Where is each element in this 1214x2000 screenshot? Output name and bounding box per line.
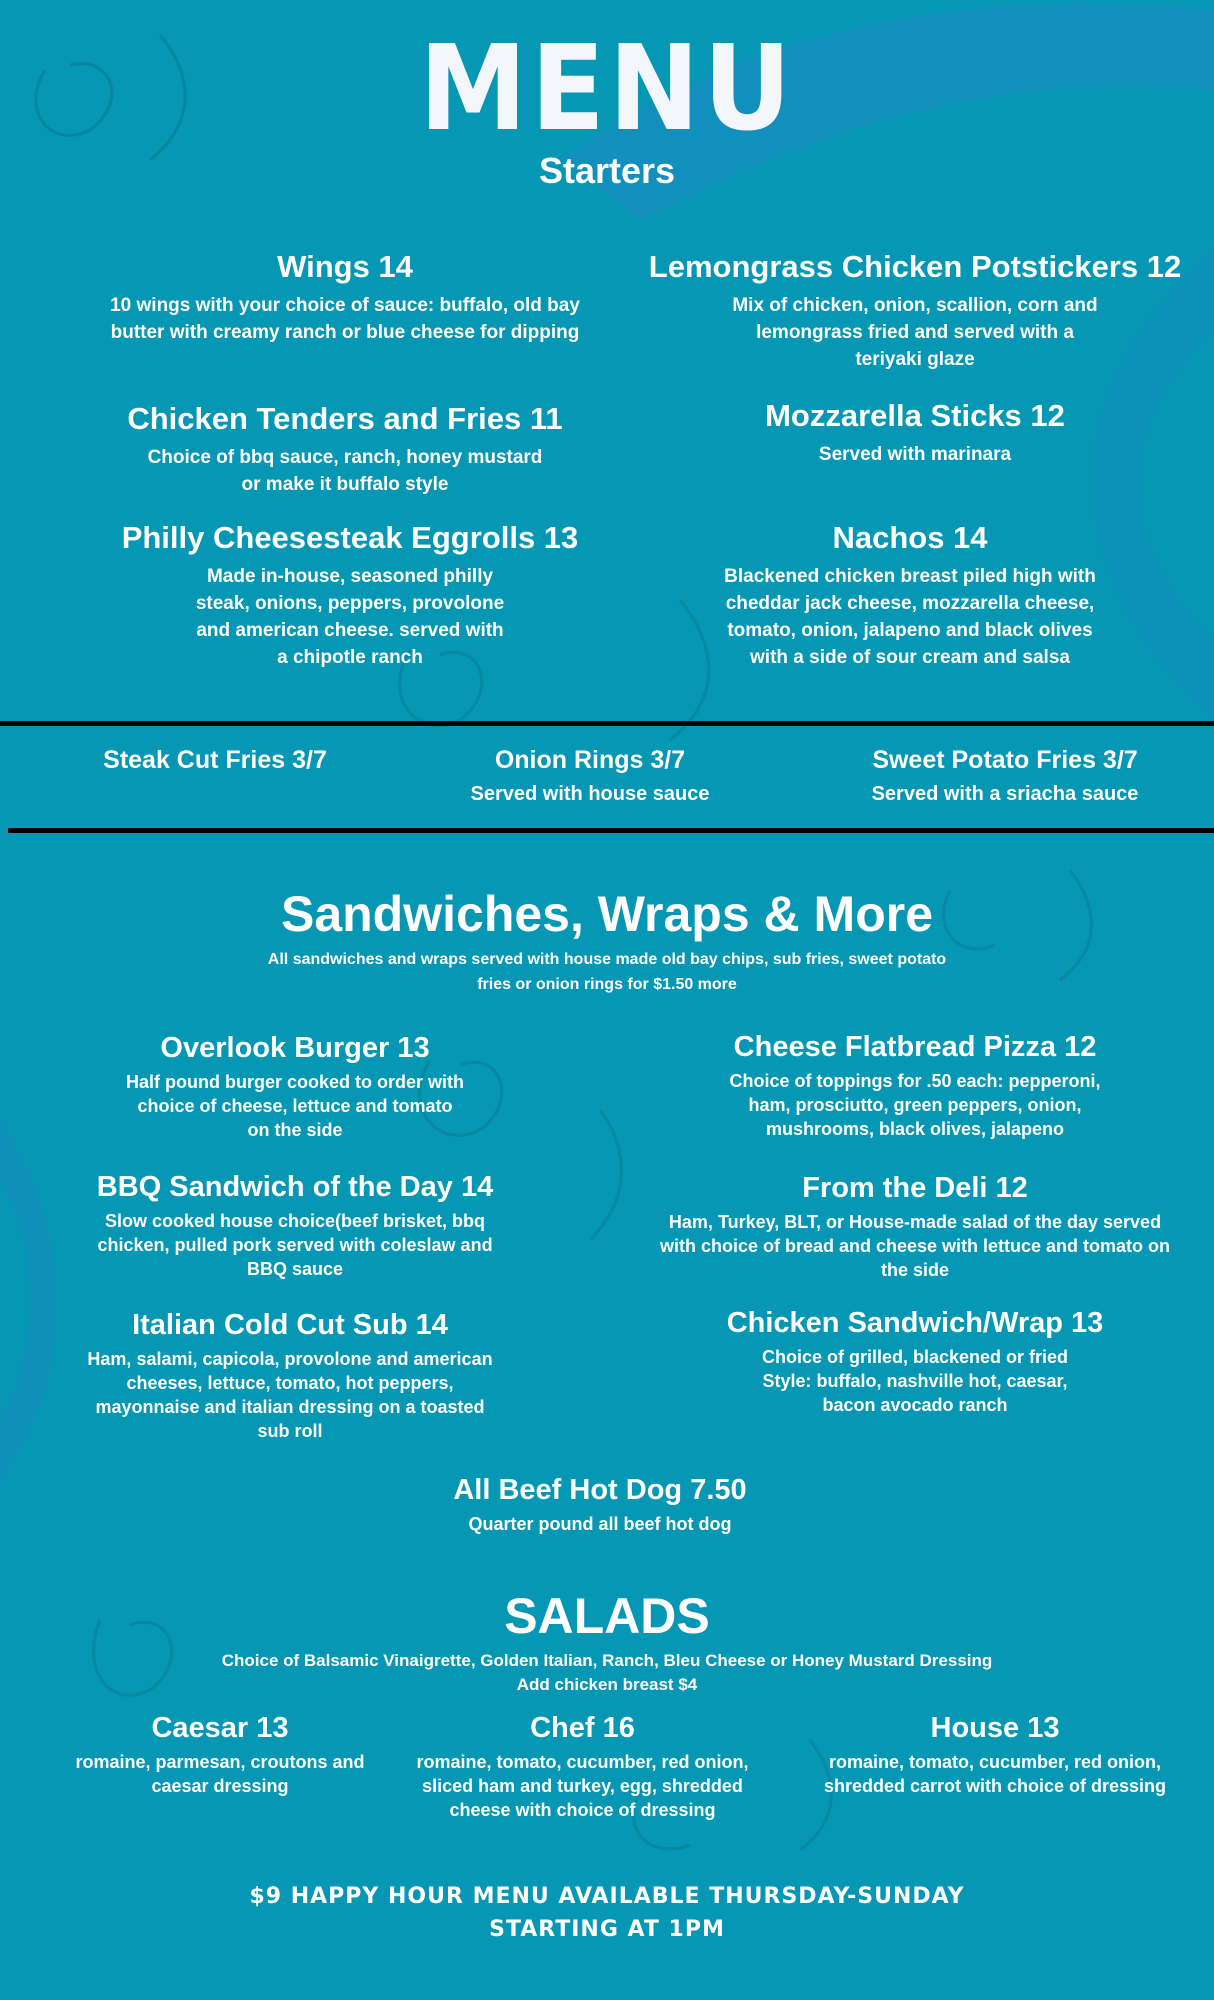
item-name: All Beef Hot Dog 7.50 <box>453 1474 747 1506</box>
item-name: Nachos 14 <box>832 520 988 555</box>
salad-item-chef <box>395 1710 770 1822</box>
item-name: Sweet Potato Fries 3/7 <box>872 746 1138 774</box>
happy-hour-banner <box>0 1880 1214 1946</box>
side-item-sweet-potato-fries <box>840 744 1170 808</box>
side-item-onion-rings <box>420 744 760 808</box>
salad-item-caesar <box>55 1710 385 1798</box>
menu-title: MENU <box>419 19 795 157</box>
item-description: Half pound burger cooked to order with choice of cheese, lettuce and tomato on the side <box>125 1072 464 1140</box>
item-name: Mozzarella Sticks 12 <box>765 398 1065 433</box>
menu-item-chicken-sandwich <box>680 1305 1150 1417</box>
menu-item-wings <box>110 248 580 346</box>
item-description: Ham, salami, capicola, provolone and american cheeses, lettuce, tomato, hot peppers, mayonnaise and italian dressing on a toasted sub roll <box>87 1349 493 1441</box>
item-description: Served with a sriacha sauce <box>871 783 1139 805</box>
menu-item-from-the-deli <box>655 1170 1175 1282</box>
menu-item-bbq-sandwich <box>60 1169 530 1281</box>
menu-item-italian-sub <box>85 1307 495 1443</box>
brush-stroke-left <box>0 1120 56 1480</box>
item-description: Ham, Turkey, BLT, or House-made salad of the day served with choice of bread and cheese with lettuce and tomato on the side <box>659 1212 1171 1280</box>
salad-item-house <box>805 1710 1185 1798</box>
menu-item-chicken-tenders <box>100 400 590 498</box>
menu-item-hot-dog <box>400 1472 800 1536</box>
item-name: Italian Cold Cut Sub 14 <box>132 1309 448 1341</box>
happy-hour-line2: STARTING AT 1PM <box>489 1917 725 1942</box>
side-item-steak-fries <box>60 744 370 776</box>
item-name: Overlook Burger 13 <box>160 1032 430 1064</box>
item-name: Lemongrass Chicken Potstickers 12 <box>648 249 1182 284</box>
menu-item-eggrolls <box>100 519 600 671</box>
item-description: Made in-house, seasoned philly steak, onions, peppers, provolone and american cheese. served with a chipotle ranch <box>195 566 505 668</box>
item-name: Onion Rings 3/7 <box>494 746 686 774</box>
item-name: Chicken Tenders and Fries 11 <box>127 401 563 436</box>
item-name: Chicken Sandwich/Wrap 13 <box>726 1307 1104 1339</box>
menu-item-flatbread-pizza <box>700 1029 1130 1141</box>
item-description: Served with house sauce <box>470 783 710 805</box>
salads-note-add-chicken: Add chicken breast $4 <box>516 1675 698 1694</box>
item-name: Philly Cheesesteak Eggrolls 13 <box>121 520 579 555</box>
item-description: romaine, parmesan, croutons and caesar dressing <box>75 1752 365 1796</box>
menu-item-overlook-burger <box>100 1030 490 1142</box>
sandwiches-note: All sandwiches and wraps served with house made old bay chips, sub fries, sweet potato fries or onion rings for $1.50 more <box>267 951 947 993</box>
item-description: romaine, tomato, cucumber, red onion, shredded carrot with choice of dressing <box>823 1752 1167 1796</box>
item-description: Mix of chicken, onion, scallion, corn and lemongrass fried and served with a teriyaki glaze <box>732 295 1098 370</box>
item-name: Chef 16 <box>530 1712 635 1744</box>
item-name: House 13 <box>930 1712 1060 1744</box>
starters-heading: Starters <box>538 150 676 191</box>
item-description: Blackened chicken breast piled high with cheddar jack cheese, mozzarella cheese, tomato, onion, jalapeno and black olives with a side of sour cream and salsa <box>724 566 1096 668</box>
item-description: Served with marinara <box>818 444 1012 465</box>
item-description: romaine, tomato, cucumber, red onion, sliced ham and turkey, egg, shredded cheese with choice of dressing <box>416 1752 749 1820</box>
item-description: Choice of bbq sauce, ranch, honey mustard or make it buffalo style <box>147 447 543 495</box>
item-description: Slow cooked house choice(beef brisket, bbq chicken, pulled pork served with coleslaw and BBQ sauce <box>97 1211 493 1279</box>
item-name: Steak Cut Fries 3/7 <box>103 746 327 774</box>
divider-bottom <box>8 828 1214 833</box>
divider-top <box>0 721 1214 726</box>
item-description: 10 wings with your choice of sauce: buffalo, old bay butter with creamy ranch or blue cheese for dipping <box>110 295 580 343</box>
salads-note-dressings: Choice of Balsamic Vinaigrette, Golden Italian, Ranch, Bleu Cheese or Honey Mustard Dressing <box>221 1651 993 1670</box>
item-description: Choice of grilled, blackened or fried Style: buffalo, nashville hot, caesar, bacon avocado ranch <box>761 1347 1069 1415</box>
menu-item-nachos <box>720 519 1100 671</box>
item-name: From the Deli 12 <box>802 1172 1028 1204</box>
item-name: Cheese Flatbread Pizza 12 <box>733 1031 1097 1063</box>
item-description: Quarter pound all beef hot dog <box>468 1514 732 1534</box>
item-name: Caesar 13 <box>151 1712 289 1744</box>
salads-heading: SALADS <box>504 1588 710 1644</box>
item-description: Choice of toppings for .50 each: pepperoni, ham, prosciutto, green peppers, onion, mushrooms, black olives, jalapeno <box>729 1071 1101 1139</box>
item-name: Wings 14 <box>277 249 413 284</box>
item-name: BBQ Sandwich of the Day 14 <box>96 1171 494 1203</box>
menu-item-mozzarella-sticks <box>680 397 1150 468</box>
happy-hour-line1: $9 HAPPY HOUR MENU AVAILABLE THURSDAY-SUNDAY <box>249 1884 965 1909</box>
sandwiches-heading: Sandwiches, Wraps & More <box>280 886 934 942</box>
menu-item-potstickers <box>620 248 1210 373</box>
